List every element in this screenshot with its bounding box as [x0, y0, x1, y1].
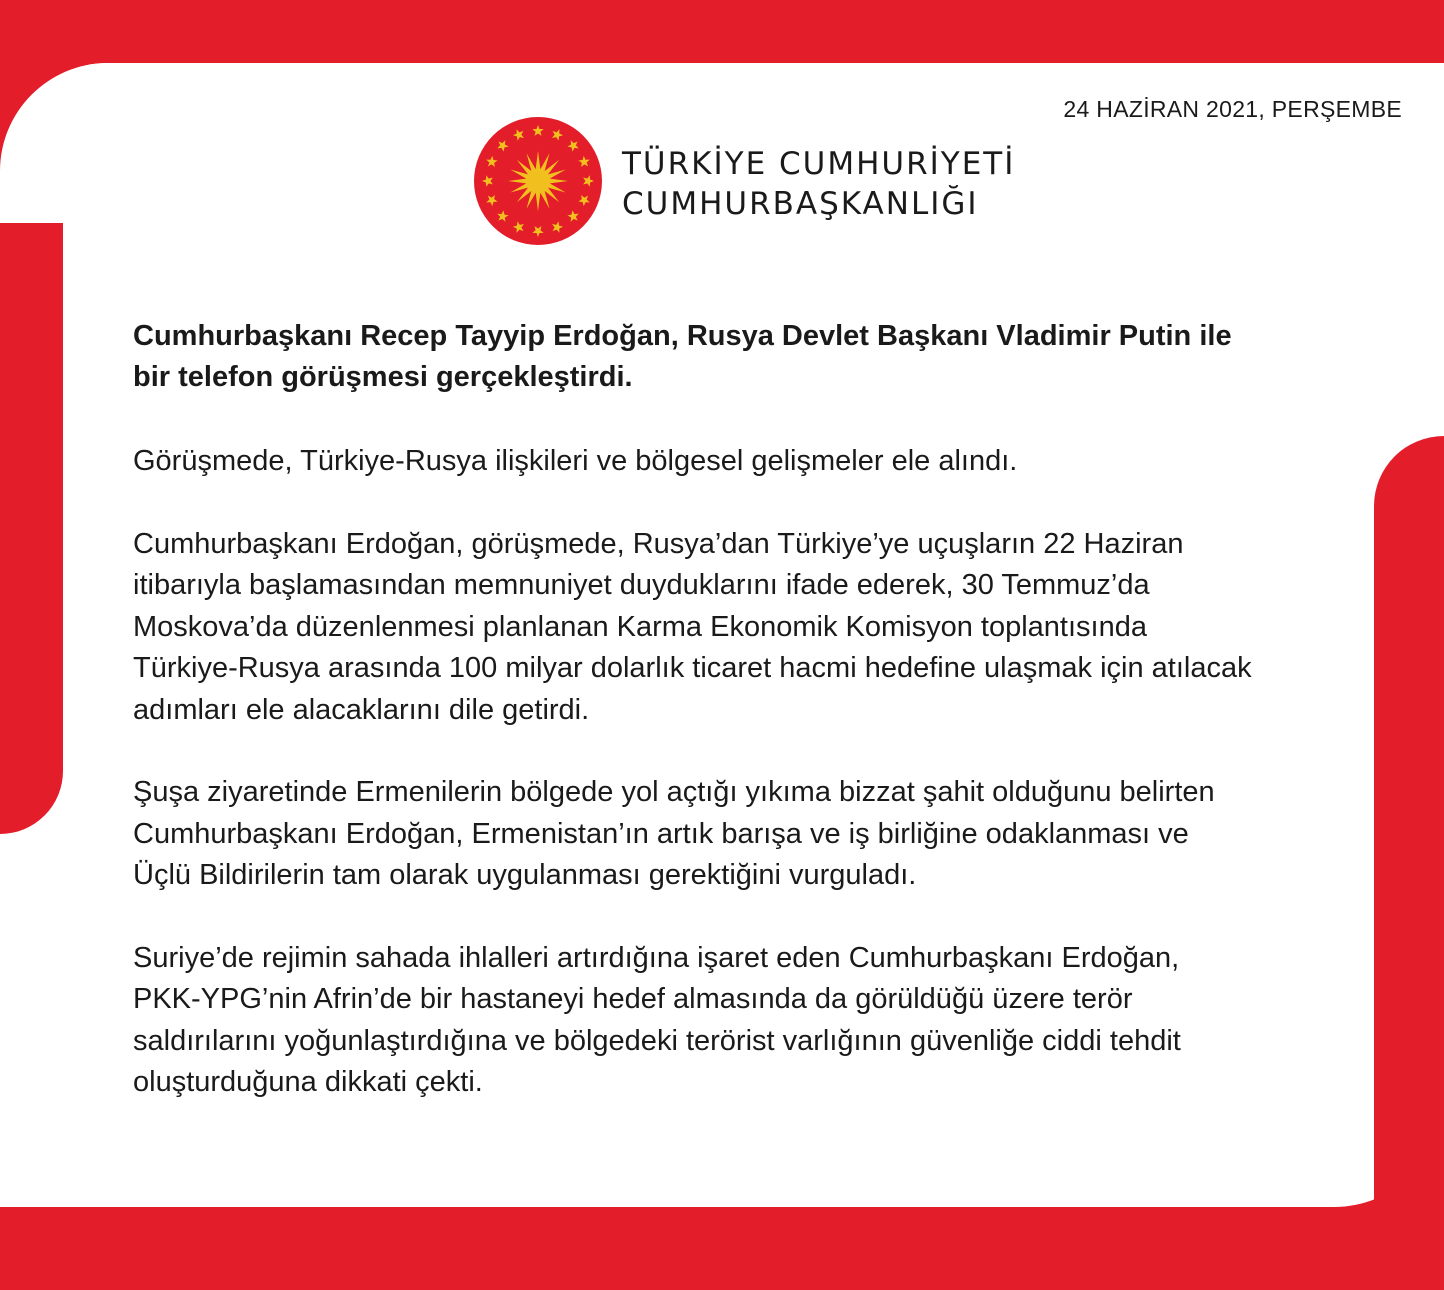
institution-line-2: CUMHURBAŞKANLIĞI — [622, 186, 979, 222]
publication-date: 24 HAZİRAN 2021, PERŞEMBE — [1063, 96, 1402, 122]
presidential-seal-icon — [473, 116, 603, 246]
institution-line-1: TÜRKİYE CUMHURİYETİ — [622, 146, 1016, 182]
statement-body — [133, 316, 1253, 1145]
frame-right-tab — [1374, 436, 1444, 1207]
paragraph-2: Cumhurbaşkanı Erdoğan, görüşmede, Rusya’dan Türkiye’ye uçuşların 22 Haziran itibarıyla başlamasından memnuniyet duyduklarını ifade ederek, 30 Temmuz’da Moskova’da düzenlenmesi planlanan Karma Ekonomik Komisyon toplantısında Türkiye-Rusya arasında 100 milyar dolarlık ticaret hacmi hedefine ulaşmak için atılacak adımları ele alacaklarını dile getirdi. — [133, 527, 1252, 726]
statement-headline: Cumhurbaşkanı Recep Tayyip Erdoğan, Rusya Devlet Başkanı Vladimir Putin ile bir telefon görüşmesi gerçekleştirdi. — [133, 320, 1232, 393]
frame-left-tab — [0, 420, 63, 834]
paragraph-1: Görüşmede, Türkiye-Rusya ilişkileri ve bölgesel gelişmeler ele alındı. — [133, 445, 1018, 477]
paragraph-3: Şuşa ziyaretinde Ermenilerin bölgede yol açtığı yıkıma bizzat şahit olduğunu belirten Cumhurbaşkanı Erdoğan, Ermenistan’ın artık barışa ve iş birliğine odaklanması ve Üçlü Bildirilerin tam olarak uygulanması gerektiğini vurguladı. — [133, 776, 1215, 891]
institution-name — [622, 144, 1015, 224]
paragraph-4: Suriye’de rejimin sahada ihlalleri artırdığına işaret eden Cumhurbaşkanı Erdoğan, PKK-YPG’nin Afrin’de bir hastaneyi hedef almasında da görüldüğü üzere terör saldırılarını yoğunlaştırdığına ve bölgedeki terörist varlığının güvenliğe ciddi tehdit oluşturduğuna dikkati çekti. — [133, 941, 1181, 1098]
